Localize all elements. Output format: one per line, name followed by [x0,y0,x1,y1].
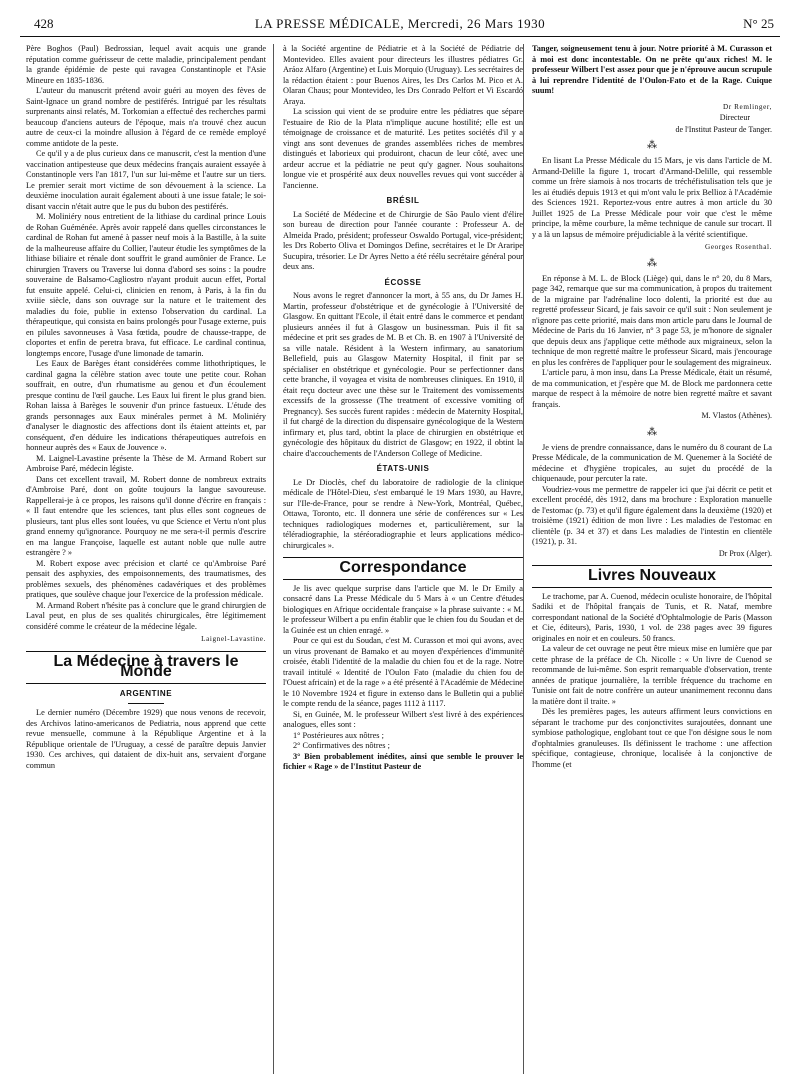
section-title: La Médecine à travers le Monde [26,651,266,684]
list-item: 3° Bien probablement inédites, ainsi que semble le prouver le fichier « Rage » de l'Institut Pasteur de [283,751,523,771]
paragraph: Dans cet excellent travail, M. Robert donne de nombreux extraits d'Ambroise Paré, dont on goûte toujours la langue savoureuse. Rappellerai-je à ce propos, les raisons qu'il donne d'écrire en français : « Il faut entendre que les sciences, tant plus elles sont cogneues de plusieurs, tant plus elles sont louées, vu que Science et Vertu n'ont plus grand ennemy qu'ignorance. Pourquoy ne me sera-t-il permis d'escrire en ma langue Françoise, laquelle est autant noble que nulle autre estrangère ? » [26,474,266,557]
paragraph: Dès les premières pages, les auteurs affirment leurs convictions en séparant le trachome pur des conjonctivites surajoutées, donnant une symbiose pathologique, englobant tout ce que l'on désigne sous le nom d'ophtalmies granuleuses. Ils définissent le trachome : une affection spécifique, contagieuse, chronique, localisée à la conjonctive de l'homme (et [532,707,772,769]
paragraph: Les Eaux de Barèges étant considérées comme lithothriptiques, le cardinal gagna la célèbre station avec toute une petite cour. Rohan souffrait, en outre, d'un rhumatisme au genou et d'un écoulement presque continu de l'œil gauche. Les Eaux lui firent le plus grand bien. Rohan laissa à Barèges le souvenir d'un prince fastueux. L'étude des grands personnages aux Eaux minérales permet à M. Moliniéry d'analyser le diagnostic des affections dont ils étaient atteints et, par conséquent, d'en déduire les indications thérapeutiques autrefois en honneur auprès des « Eaux de Jouvence ». [26,359,266,452]
paragraph: Voudriez-vous me permettre de rappeler ici que j'ai décrit ce petit et excellent procédé, dès 1912, dans ma brochure : Exploration manuelle de l'estomac (p. 73) et qu'il figure également dans la deuxième (1920) et troisième (1921) édition de mon livre : Les maladies de l'estomac en clientèle (p. 34 et 37) et dans Les maladies de l'intestin en clientèle (1921), p. 31. [532,484,772,546]
asterism: ⁂ [647,257,657,269]
paragraph: M. Moliniéry nous entretient de la lithiase du cardinal prince Louis de Rohan Guéménée. Après avoir rappelé dans quelles circonstances le cardinal de Rohan fut amené à passer neuf mois à la Bastille, à la suite de la malheureuse affaire du Collier, l'auteur étudie les symptômes de la lithiase biliaire et rénale dont souffrit le grand aumônier de France. Le chirurgien Travers ou Traverse lui donna d'abord ses soins : la poudre souveraine de Balsamo-Cagliostro n'ayant produit aucun effet, Portal fut ensuite appelé. Celui-ci, clinicien en renom, à Paris, à la fin du xviiie siècle, dans son ouvrage sur la nature et le traitement des maladies du foie, publie in extenso l'observation du cardinal. La thérapeutique, qui consista en bains prolongés pour l'usage externe, puis en pilules savonneuses à Vasa fœtida, poudre de chausse-trappe, de cloportes et enfin de peretra brava, fut efficace. Le cardinal continua, longtemps encore, l'usage d'une limonade de tamarin. [26,212,266,358]
subheading-etats-unis: ÉTATS-UNIS [376,464,430,473]
paragraph: Si, en Guinée, M. le professeur Wilbert s'est livré à des expériences analogues, elles sont : [283,709,523,729]
section-title: Correspondance [283,557,523,580]
paragraph: Je viens de prendre connaissance, dans le numéro du 8 courant de La Presse Médicale, de la communication de M. Quenemer à la Société de médecine et d'hygiène tropicales, au sujet du procédé de la chiquenaude, pour percuter la rate. [532,442,772,483]
paragraph: Le Dr Dioclès, chef du laboratoire de radiologie de la clinique médicale de l'Hôtel-Dieu, s'est embarqué le 19 Mars 1930, au Havre, sur l'Ile-de-France, pour se rendre à New-York, Montréal, Québec, Ottawa, Toronto, etc. Il donnera une série de conférences sur « Les techniques radiologiques modernes et, particulièrement, sur la téléradiographie, la stéréoradiographie et leurs applications médico-chirurgicales ». [283,477,523,550]
author-signature: Dr Prox (Alger). [718,548,772,558]
paragraph: Je lis avec quelque surprise dans l'article que M. le Dr Emily a consacré dans La Presse Médicale du 5 Mars à « un Centre d'études biologiques en Afrique occidentale française » la phrase suivante : « M. le professeur Wilbert a pu enfin établir que le chien fou du Soudan et de la Guinée est un chien enragé. » [283,583,523,635]
article-columns [20,44,780,1074]
column-divider [523,44,524,1074]
list-item: 2° Confirmatives des nôtres ; [293,741,390,750]
book-reference: Le trachome, par A. Cuenod, médecin oculiste honoraire, de l'hôpital Sadiki et de l'hôpital français de Tunis, et R. Nataf, membre correspondant national de la Société d'Ophtalmologie de Paris (Masson et Cie, éditeurs), Paris, 1930, 1 vol. de 238 pages avec 39 figures originales en noir et en couleurs. 50 francs. [532,591,772,643]
list-item: 1° Postérieures aux nôtres ; [293,730,384,740]
paragraph: Nous avons le regret d'annoncer la mort, à 55 ans, du Dr James H. Martin, professeur d'obstétrique et de gynécologie à l'Université de Glasgow. En quittant l'Ecole, il était entré dans le commerce et pendant plusieurs années il fut à Glasgow un businessman. Puis il fit sa médecine et prit ses grades de M. B et Ch. B. en 1907 à l'Université de sa ville natale. Résident à la Western infirmary, au sanatorium Bellefield, puis au Glasgow Maternity Hospital, il finit par se spécialiser en obstétrique et gynécologie. Pour se perfectionner dans cette branche, il voyagea et visita de nombreuses cliniques. En 1910, il était reçu docteur avec une thèse sur le Traitement des vomissements excessifs de la grossesse (The treatment of excessive vomiting of Pregnancy). Ses succès furent rapides : médecin de Maternity Hospital, il fut chargé de la direction du dispensaire gynécologique de la Western infirmary et, plus tard, obtint la place de chirurgien en obstétrique et gynécologie des hôpitaux du district de Glasgow; en 1922, il obtint la chaire d'accouchements de l'Anderson College of Medicine. [283,291,523,458]
author-institution: de l'Institut Pasteur de Tanger. [675,124,772,134]
paragraph: La valeur de cet ouvrage ne peut être mieux mise en lumière que par cette phrase de la préface de Ch. Nicolle : « Un livre de Cuenod se recommande de lui-même. Son esprit remarquable d'observation, trente années de pratique journalière, la terrible fréquence du trachome en Tunisie ont fait de notre confrère un auteur unanimement reconnu dans la matière dont il traite. » [532,644,772,706]
subheading-argentine: ARGENTINE [119,688,173,698]
paragraph: L'article paru, à mon insu, dans La Presse Médicale, était un résumé, de ma communication, et j'espère que M. de Block me pardonnera cette marque de respect à la mémoire de notre bien regretté maître et savant français. [532,368,772,409]
author-signature: Georges Rosenthal. [705,243,772,251]
paragraph: En réponse à M. L. de Block (Liège) qui, dans le n° 20, du 8 Mars, page 342, remarque que sur ma communication, à propos du traitement de la migraine par l'adrénaline loco dolenti, la priorité est due au regretté professeur Sicard, je fais savoir ce qu'il suit : Non seulement je n'ignore pas cette priorité, mais dans mon article paru dans le Journal de Médecine de Paris du 16 Janvier, n° 3 page 53, je m'honore de signaler que depuis deux ans j'applique cette méthode aux migraineux, selon la technique de mon regretté maître le professeur Sicard, mais j'encourage en plus les confrères de l'appliquer pour le soulagement des migraineux. [532,273,772,367]
subheading-ecosse: ÉCOSSE [384,277,422,287]
separator [128,703,164,704]
asterism: ⁂ [647,140,657,151]
paragraph: La scission qui vient de se produire entre les pédiatres que sépare l'estuaire de Rio de la Plata n'implique aucune hostilité; elle est un témoignage de croissance et de maturité. Les petites sociétés d'il y a vingt ans sont devenues de grandes assemblées riches de membres distingués et laborieux qui produiront, chacun de leur côté, avec une ardeur accrue et la pédiatrie ne peut qu'y gagner. Nous souhaitons longue vie et prospérité aux deux nouvelles revues qui vont succéder à l'ancienne. [283,107,523,190]
column-2 [283,44,523,1074]
column-3 [532,44,772,1074]
page-number: 428 [34,16,54,31]
paragraph: M. Robert expose avec précision et clarté ce qu'Ambroise Paré pensait des asphyxies, des empoisonnements, des traumatismes, des problèmes sexuels, des phénomènes cadavériques et des problèmes pratiques, que soulève chaque jour l'exercice de la profession médicale. [26,558,266,599]
paragraph: M. Armand Robert n'hésite pas à conclure que le grand chirurgien de Laval peut, en plus de ses qualités chirurgicales, être légitimement considéré comme le créateur de la médecine légale. [26,600,266,631]
paragraph: à la Société argentine de Pédiatrie et à la Société de Pédiatrie de Montevideo. Elles avaient pour directeurs les illustres pédiatres Gr. Aráoz Alfaro (Argentine) et Luis Morquio (Uruguay). Les secrétaires de la rédaction étaient : pour Buenos Aires, les Drs Carlos M. Pico et A. Olaran Chaus; pour Montevideo, les Drs Conrado Pelfort et Vi Escardó Araya. [283,44,523,106]
paragraph: Pour ce qui est du Soudan, c'est M. Curasson et moi qui avons, avec un virus provenant de Bamako et au moyen d'expériences d'immunité croisée, établi l'identité de la maladie du chien fou et de la rage. Notre travail intitulé « Identité de l'Oulon Fato (maladie du chien fou de l'Ouest africain) et de la rage » a été présenté à l'Académie de Médecine le 10 Novembre 1924 et figure in extenso dans le Bulletin qui a publié le compte rendu de la séance, pages 1112 à 1117. [283,636,523,708]
section-title: Livres Nouveaux [532,565,772,588]
paragraph: Tanger, soigneusement tenu à jour. Notre priorité à M. Curasson et à moi est donc incontestable. On ne prête qu'aux riches! M. le professeur Wilbert l'est assez pour que je n'éprouve aucun scrupule à lui reprendre l'identité de l'Oulon-Fato et de la Rage. Cuique suum! [532,44,772,95]
paragraph: L'auteur du manuscrit prétend avoir guéri au moyen des fèves de Saint-Ignace un grand nombre de pestiférés. Intrigué par les résultats surprenants ainsi relatés, M. Torkomian a effectué des recherches parmi beaucoup d'anciens auteurs de l'époque, mais n'a trouvé chez aucun autre de ceux-ci la moindre allusion à l'égard de ce remède employé comme antidote de la peste. [26,86,266,148]
column-divider [273,44,274,1074]
author-role: Directeur [719,113,750,122]
asterism: ⁂ [647,426,657,438]
column-1 [26,44,266,1074]
issue-number: N° 25 [743,16,774,31]
newspaper-page [20,14,780,1074]
numbered-list [283,731,523,773]
paragraph: La Société de Médecine et de Chirurgie de São Paulo vient d'élire son bureau de direction pour l'année courante : Professeur A. de Almeida Prado, président; professeur Oswaldo Portugal, vice-président; les Drs Roberto Oliva et Domingos Define, secrétaires et le Dr Araripe Sucupira, trésorier. Le Dr Ayres Netto a été réélu secrétaire général pour deux ans. [283,209,523,271]
paragraph: Ce qu'il y a de plus curieux dans ce manuscrit, c'est la mention d'une vaccination antipesteuse que deux médecins français auraient essayée à Constantinople vers l'an 1817, l'un sur lui-même et l'autre sur un tiers. Le premier serait mort victime de son dévouement à la science. La deuxième inoculation aurait également abouti à une issue fatale; le soi-disant vaccin n'était autre que le pus du bubon des pestiférés. [26,149,266,211]
page-header [20,14,780,37]
paragraph: En lisant La Presse Médicale du 15 Mars, je vis dans l'article de M. Armand-Delille la figure 1, trocart d'Armand-Delille, qui ressemble comme un frère siamois à nos trocarts de tréchéfistulisation tels que je les ai étudiés depuis 1913 et qui m'ont valu le prix Bellioz à l'Académie des Sciences 1921. Reportez-vous entre autres à mon article du 30 Juillet 1925 de La Presse Médicale pour voir que c'est le même principe, la même courbure, la même technique de canule sur trocart. Il y a là un lapsus de mémoire préjudiciable à la vérité scientifique. [532,156,772,239]
author-signature: Dr Remlinger, [722,102,772,111]
author-signature: M. Vlastos (Athènes). [701,411,772,420]
author-signature: Laignel-Lavastine. [201,635,266,643]
paragraph: Père Boghos (Paul) Bedrossian, lequel avait acquis une grande réputation comme guérisseur de cette maladie, principalement pendant la grande épidémie de peste qui ravagea Constantinople et l'Asie Mineure en 1835-1836. [26,44,266,85]
paragraph: M. Laignel-Lavastine présente la Thèse de M. Armand Robert sur Ambroise Paré, médecin légiste. [26,453,266,473]
subheading-bresil: BRÉSIL [386,196,420,205]
journal-title: LA PRESSE MÉDICALE, Mercredi, 26 Mars 1930 [254,16,546,31]
paragraph: Le dernier numéro (Décembre 1929) que nous venons de recevoir, des Archivos latino-americanos de Pediatria, nous apprend que cette revue mensuelle, commune à la République Argentine et à la République orientale de l'Uruguay, a cessé de paraître depuis Janvier 1930. Ces archives, qui dataient de dix-huit ans, servaient d'organe commun [26,708,266,770]
